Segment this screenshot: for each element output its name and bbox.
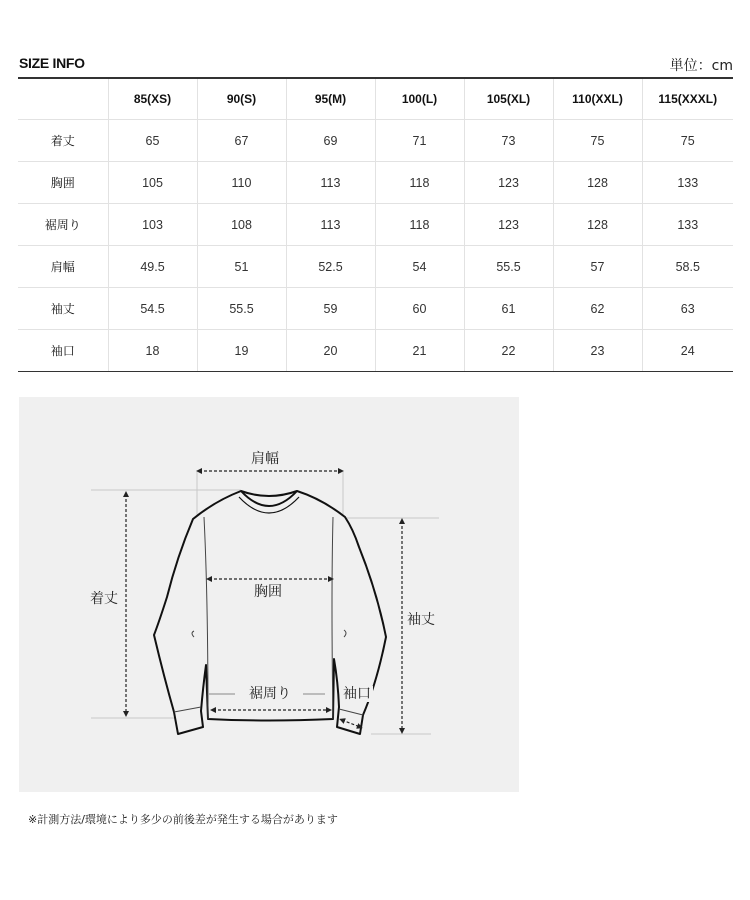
row-label: 着丈 xyxy=(18,120,108,162)
table-cell: 108 xyxy=(197,204,286,246)
header-corner-cell xyxy=(18,78,108,120)
table-cell: 75 xyxy=(553,120,642,162)
table-cell: 110 xyxy=(197,162,286,204)
table-cell: 24 xyxy=(642,330,733,372)
table-row xyxy=(18,330,733,372)
table-cell: 59 xyxy=(286,288,375,330)
table-cell: 113 xyxy=(286,204,375,246)
table-cell: 58.5 xyxy=(642,246,733,288)
chest-label: 胸囲 xyxy=(254,584,282,600)
table-cell: 52.5 xyxy=(286,246,375,288)
measurement-note: ※計測方法/環境により多少の前後差が発生する場合があります xyxy=(28,813,338,826)
table-cell: 65 xyxy=(108,120,197,162)
cuff-label: 袖口 xyxy=(343,686,371,702)
table-cell: 18 xyxy=(108,330,197,372)
table-cell: 20 xyxy=(286,330,375,372)
row-label: 裾周り xyxy=(18,204,108,246)
row-label: 肩幅 xyxy=(18,246,108,288)
table-cell: 23 xyxy=(553,330,642,372)
table-cell: 51 xyxy=(197,246,286,288)
table-cell: 60 xyxy=(375,288,464,330)
size-column-header: 95(M) xyxy=(286,78,375,120)
table-cell: 128 xyxy=(553,204,642,246)
size-info-title: SIZE INFO xyxy=(19,55,85,71)
table-cell: 103 xyxy=(108,204,197,246)
table-cell: 21 xyxy=(375,330,464,372)
table-cell: 71 xyxy=(375,120,464,162)
table-cell: 75 xyxy=(642,120,733,162)
sleeve-label: 袖丈 xyxy=(407,612,435,628)
table-cell: 73 xyxy=(464,120,553,162)
shoulder-label: 肩幅 xyxy=(251,451,279,467)
table-cell: 49.5 xyxy=(108,246,197,288)
unit-label: 単位：cm xyxy=(669,58,733,74)
row-label: 袖丈 xyxy=(18,288,108,330)
size-info-header xyxy=(19,55,733,77)
table-cell: 63 xyxy=(642,288,733,330)
size-column-header: 110(XXL) xyxy=(553,78,642,120)
table-cell: 55.5 xyxy=(464,246,553,288)
table-cell: 123 xyxy=(464,162,553,204)
table-cell: 105 xyxy=(108,162,197,204)
size-column-header: 85(XS) xyxy=(108,78,197,120)
size-column-header: 90(S) xyxy=(197,78,286,120)
hem-label: 裾周り xyxy=(249,686,291,702)
table-cell: 113 xyxy=(286,162,375,204)
size-header-row xyxy=(18,78,733,120)
size-column-header: 100(L) xyxy=(375,78,464,120)
table-cell: 54.5 xyxy=(108,288,197,330)
table-cell: 123 xyxy=(464,204,553,246)
row-label: 胸囲 xyxy=(18,162,108,204)
table-cell: 19 xyxy=(197,330,286,372)
table-cell: 57 xyxy=(553,246,642,288)
size-column-header: 105(XL) xyxy=(464,78,553,120)
size-column-header: 115(XXXL) xyxy=(642,78,733,120)
measurement-diagram xyxy=(19,397,519,792)
row-label: 袖口 xyxy=(18,330,108,372)
table-row xyxy=(18,288,733,330)
table-cell: 67 xyxy=(197,120,286,162)
length-label: 着丈 xyxy=(90,591,118,607)
table-row xyxy=(18,120,733,162)
table-cell: 118 xyxy=(375,162,464,204)
table-row xyxy=(18,204,733,246)
table-cell: 69 xyxy=(286,120,375,162)
table-cell: 118 xyxy=(375,204,464,246)
table-cell: 55.5 xyxy=(197,288,286,330)
size-table xyxy=(18,77,733,372)
table-cell: 62 xyxy=(553,288,642,330)
table-cell: 22 xyxy=(464,330,553,372)
table-row xyxy=(18,162,733,204)
table-row xyxy=(18,246,733,288)
table-cell: 133 xyxy=(642,162,733,204)
table-cell: 133 xyxy=(642,204,733,246)
table-cell: 54 xyxy=(375,246,464,288)
table-cell: 128 xyxy=(553,162,642,204)
table-cell: 61 xyxy=(464,288,553,330)
